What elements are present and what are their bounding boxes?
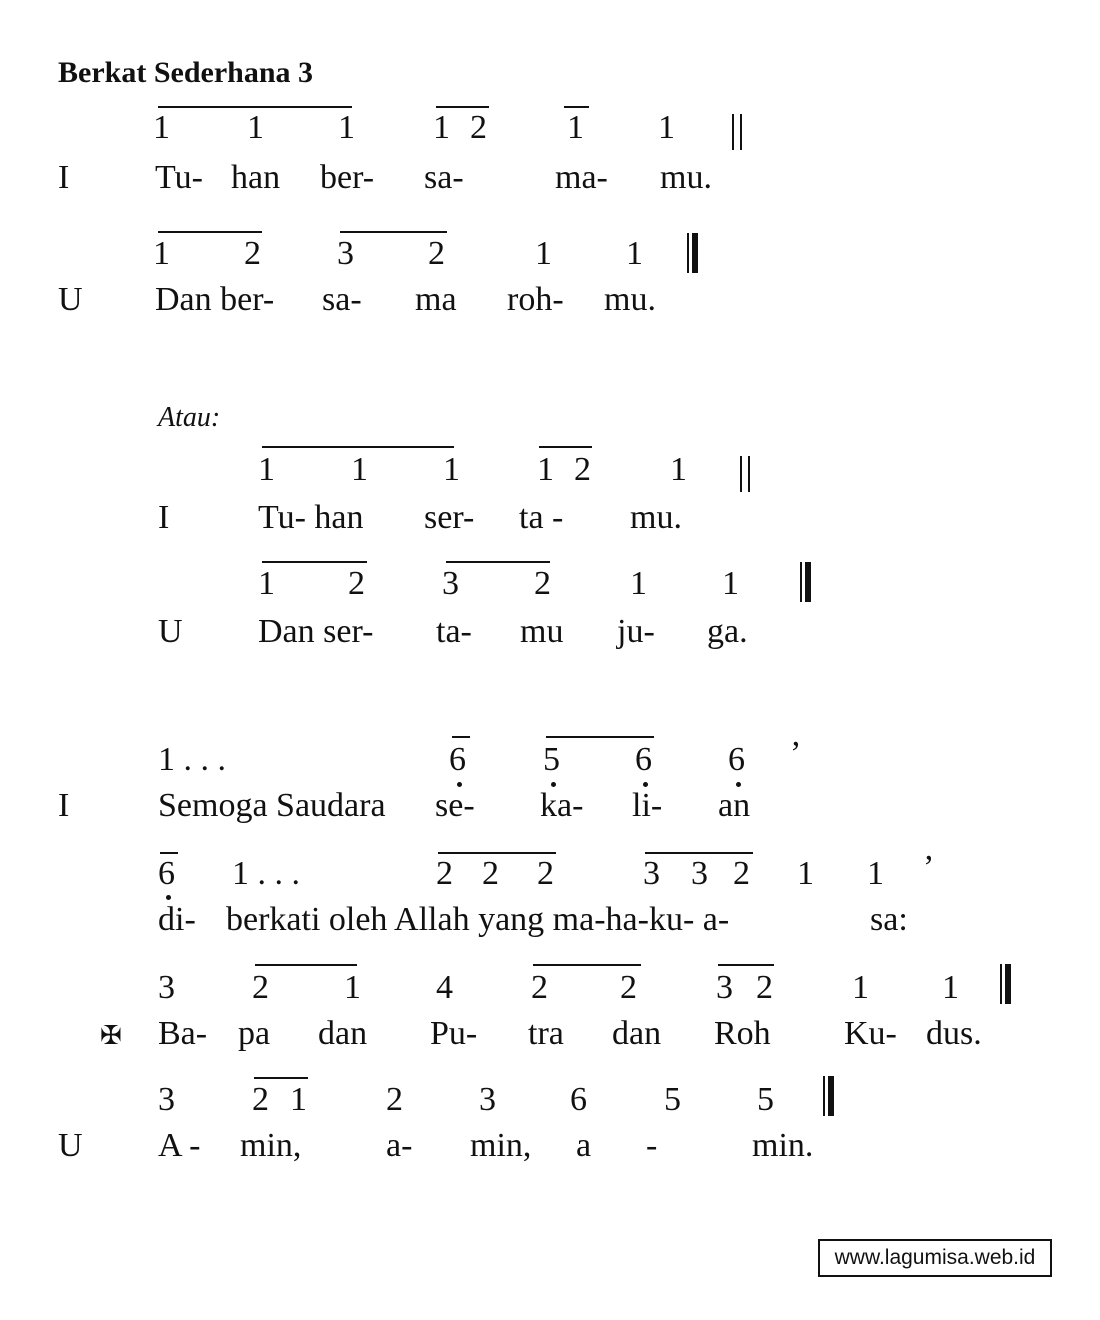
note: 6 xyxy=(449,741,466,778)
note: 5 xyxy=(543,741,560,778)
note: 2 xyxy=(531,969,548,1006)
note: 2 xyxy=(534,565,551,602)
note: 1 xyxy=(535,235,552,272)
note: 6 xyxy=(728,741,745,778)
note: 1 xyxy=(258,451,275,488)
lyric: han xyxy=(231,159,281,196)
note: 3 xyxy=(158,1081,175,1118)
note: 2 xyxy=(620,969,637,1006)
beam-line xyxy=(645,852,753,854)
note: 2 xyxy=(436,855,453,892)
note: 1 xyxy=(942,969,959,1006)
final-barline xyxy=(823,1076,835,1116)
lyric: Ku- xyxy=(844,1015,897,1052)
lyric: ta - xyxy=(519,499,564,536)
note: 1 xyxy=(567,109,584,146)
note: 1 . . . xyxy=(232,855,300,892)
note: 1 xyxy=(867,855,884,892)
lyric: - xyxy=(646,1127,658,1164)
note: 2 xyxy=(428,235,445,272)
note: 3 xyxy=(716,969,733,1006)
lyric: dan xyxy=(318,1015,368,1052)
lyric: ga. xyxy=(707,613,748,650)
note: 1 xyxy=(630,565,647,602)
note: 6 xyxy=(635,741,652,778)
note: 1 xyxy=(153,235,170,272)
role-umat: U xyxy=(58,281,83,318)
role-umat: U xyxy=(158,613,183,650)
lyric: sa: xyxy=(870,901,908,938)
lyric: Tu- xyxy=(155,159,203,196)
note: 2 xyxy=(252,969,269,1006)
page-title: Berkat Sederhana 3 xyxy=(58,56,313,89)
beam-line xyxy=(340,231,447,233)
lyric: pa xyxy=(238,1015,271,1052)
lyric: Semoga Saudara xyxy=(158,787,386,824)
beam-line xyxy=(255,964,357,966)
note: 2 xyxy=(470,109,487,146)
lyric: ta- xyxy=(436,613,472,650)
lyric: roh- xyxy=(507,281,564,318)
note: 1 xyxy=(258,565,275,602)
lyric: mu. xyxy=(630,499,682,536)
note: 3 xyxy=(691,855,708,892)
note: 4 xyxy=(436,969,453,1006)
double-barline xyxy=(732,114,744,150)
note: 3 xyxy=(158,969,175,1006)
breath-mark: ’ xyxy=(923,849,935,886)
note: 3 xyxy=(479,1081,496,1118)
lyric: ka- xyxy=(540,787,584,824)
lyric: min. xyxy=(752,1127,814,1164)
lyric: Dan ser- xyxy=(258,613,374,650)
note: 1 xyxy=(290,1081,307,1118)
lyric: sa- xyxy=(424,159,464,196)
beam-line xyxy=(160,852,178,854)
lyric: a- xyxy=(386,1127,413,1164)
lyric: dus. xyxy=(926,1015,982,1052)
note: 1 xyxy=(852,969,869,1006)
watermark-link[interactable]: www.lagumisa.web.id xyxy=(818,1239,1052,1277)
note: 3 xyxy=(643,855,660,892)
lyric: Ba- xyxy=(158,1015,208,1052)
note: 2 xyxy=(244,235,261,272)
beam-line xyxy=(262,446,454,448)
lyric: dan xyxy=(612,1015,662,1052)
lyric: se- xyxy=(435,787,475,824)
final-barline xyxy=(800,562,812,602)
cross-icon: ✠ xyxy=(100,1021,122,1051)
double-barline xyxy=(740,456,752,492)
lyric: di- xyxy=(158,901,196,938)
lyric: tra xyxy=(528,1015,564,1052)
note: 1 xyxy=(247,109,264,146)
note: 6 xyxy=(570,1081,587,1118)
role-umat: U xyxy=(58,1127,83,1164)
note: 1 xyxy=(797,855,814,892)
note: 1 xyxy=(670,451,687,488)
lyric: ma xyxy=(415,281,457,318)
beam-line xyxy=(539,446,592,448)
role-imam: I xyxy=(58,159,70,196)
lyric: berkati oleh Allah yang ma-ha-ku- a- xyxy=(226,901,730,938)
lyric: mu. xyxy=(604,281,656,318)
note: 1 xyxy=(537,451,554,488)
beam-line xyxy=(533,964,641,966)
note: 1 xyxy=(344,969,361,1006)
note: 1 xyxy=(722,565,739,602)
note: 1 xyxy=(658,109,675,146)
lyric: ber- xyxy=(320,159,375,196)
note: 1 xyxy=(338,109,355,146)
note: 1 xyxy=(153,109,170,146)
lyric: mu. xyxy=(660,159,712,196)
note: 1 xyxy=(351,451,368,488)
low-octave-dot xyxy=(166,895,171,900)
note: 2 xyxy=(348,565,365,602)
note: 3 xyxy=(442,565,459,602)
note: 2 xyxy=(574,451,591,488)
beam-line xyxy=(452,736,470,738)
breath-mark: ’ xyxy=(790,735,802,772)
note: 5 xyxy=(757,1081,774,1118)
lyric: ju- xyxy=(617,613,655,650)
lyric: li- xyxy=(632,787,663,824)
lyric: Pu- xyxy=(430,1015,478,1052)
lyric: min, xyxy=(240,1127,302,1164)
role-imam: I xyxy=(158,499,170,536)
lyric: Roh xyxy=(714,1015,771,1052)
lyric: A - xyxy=(158,1127,201,1164)
beam-line xyxy=(436,106,489,108)
note: 1 xyxy=(433,109,450,146)
role-imam: I xyxy=(58,787,70,824)
beam-line xyxy=(564,106,589,108)
note: 2 xyxy=(252,1081,269,1118)
beam-line xyxy=(262,561,367,563)
beam-line xyxy=(158,231,262,233)
lyric: ma- xyxy=(555,159,608,196)
lyric: Tu- han xyxy=(258,499,364,536)
note: 2 xyxy=(756,969,773,1006)
lyric: sa- xyxy=(322,281,362,318)
beam-line xyxy=(158,106,352,108)
beam-line xyxy=(446,561,550,563)
note: 6 xyxy=(158,855,175,892)
note: 2 xyxy=(482,855,499,892)
note: 1 xyxy=(626,235,643,272)
beam-line xyxy=(254,1077,308,1079)
note: 3 xyxy=(337,235,354,272)
note: 5 xyxy=(664,1081,681,1118)
beam-line xyxy=(718,964,774,966)
note: 2 xyxy=(386,1081,403,1118)
atau-label: Atau: xyxy=(158,402,221,433)
note: 2 xyxy=(733,855,750,892)
note: 2 xyxy=(537,855,554,892)
lyric: Dan ber- xyxy=(155,281,275,318)
lyric: an xyxy=(718,787,751,824)
lyric: min, xyxy=(470,1127,532,1164)
note: 1 . . . xyxy=(158,741,226,778)
note: 1 xyxy=(443,451,460,488)
lyric: ser- xyxy=(424,499,475,536)
lyric: a xyxy=(576,1127,592,1164)
final-barline xyxy=(1000,964,1012,1004)
lyric: mu xyxy=(520,613,564,650)
beam-line xyxy=(546,736,654,738)
final-barline xyxy=(687,233,699,273)
beam-line xyxy=(438,852,556,854)
